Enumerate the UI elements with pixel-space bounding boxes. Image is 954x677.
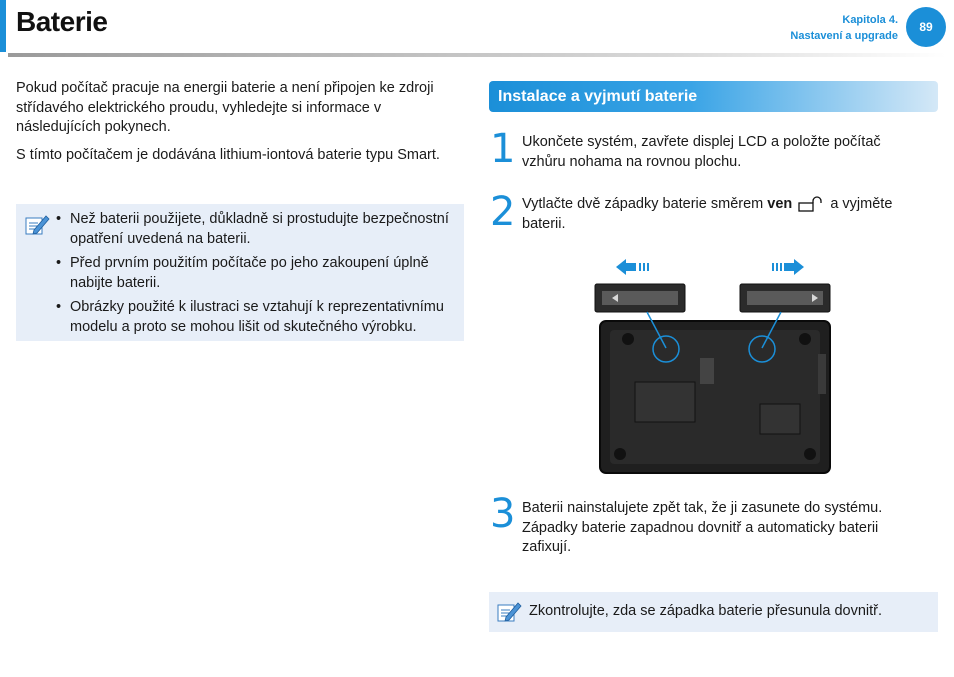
intro-text [16, 79, 456, 173]
chapter-label [790, 12, 898, 44]
unlock-icon [798, 196, 824, 212]
bullet: • [56, 299, 62, 315]
header-divider [8, 53, 946, 57]
note-text: Zkontrolujte, zda se západka baterie přesunula dovnitř. [529, 603, 883, 619]
note-item-text: Obrázky použité k ilustraci se vztahují k reprezentativnímu modelu a proto se mohou lišit od skutečného výrobku. [70, 299, 444, 335]
header-accent-bar [0, 0, 6, 52]
intro-paragraph: Pokud počítač pracuje na energii baterie a není připojen ke zdroji střídavého elektrického proudu, vyhledejte si informace v následujících pokynech. [16, 80, 434, 135]
chapter-subtitle: Nastavení a upgrade [790, 30, 898, 42]
note-item [56, 298, 462, 337]
step-text-part: Vytlačte dvě západky baterie směrem [522, 196, 764, 212]
note-item [56, 254, 462, 293]
note-item [56, 210, 462, 249]
step-number: 3 [490, 491, 516, 537]
page-number-badge: 89 [906, 7, 946, 47]
laptop-body [600, 321, 830, 473]
left-battery-latch [595, 284, 685, 312]
note-item-text: Než baterii použijete, důkladně si prostudujte bezpečnostní opatření uvedená na baterii. [70, 211, 449, 247]
pencil-note-icon [496, 599, 522, 625]
step-text: Ukončete systém, zavřete displej LCD a položte počítač vzhůru nohama na rovnou plochu. [522, 134, 881, 170]
step-number: 2 [490, 189, 516, 235]
right-battery-latch [740, 284, 830, 312]
step-number: 1 [490, 126, 516, 172]
section-heading: Instalace a vyjmutí baterie [489, 81, 938, 112]
left-arrow-icon [616, 259, 649, 275]
note-list [56, 210, 462, 342]
bullet: • [56, 255, 62, 271]
bullet: • [56, 211, 62, 227]
step-text-part: a vyjměte baterii. [522, 196, 893, 232]
chapter-number: Kapitola 4. [842, 14, 898, 26]
step-text: Baterii nainstalujete zpět tak, že ji zasunete do systému. Západky baterie zapadnou dovnitř a automaticky baterii zafixují. [522, 500, 883, 555]
step-text-bold: ven [767, 196, 793, 212]
intro-paragraph: S tímto počítačem je dodávána lithium-iontová baterie typu Smart. [16, 146, 440, 163]
page-title: Baterie [16, 6, 108, 37]
note-box [489, 592, 938, 632]
laptop-bottom-illustration [590, 254, 840, 476]
note-box [16, 204, 464, 341]
pencil-note-icon [24, 212, 50, 238]
right-arrow-icon [772, 259, 804, 275]
step-text [522, 195, 922, 234]
note-item-text: Před prvním použitím počítače po jeho zakoupení úplně nabijte baterii. [70, 255, 429, 291]
